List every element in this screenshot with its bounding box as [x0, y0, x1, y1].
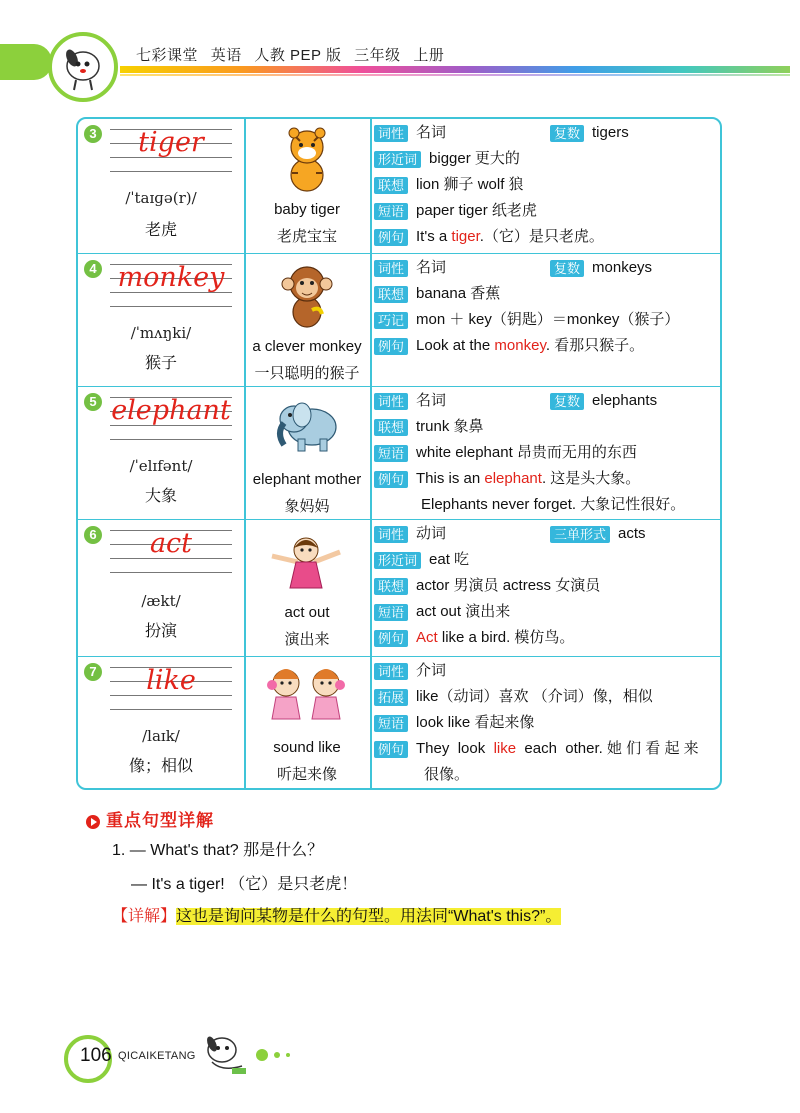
tag-label: 词性 — [374, 260, 408, 277]
example-text: They look — [416, 740, 494, 757]
vocab-row-monkey — [78, 253, 720, 386]
girl-acting-picture — [266, 534, 346, 590]
header-rainbow-underline — [120, 74, 790, 76]
tag-label: 例句 — [374, 471, 408, 488]
twin-girls-picture — [264, 663, 348, 727]
info-text: like（动词）喜欢 （介词）像，相似 — [416, 688, 653, 705]
meaning: 像；相似 — [128, 758, 193, 775]
tag-label: 短语 — [374, 715, 408, 732]
meaning: 老虎 — [144, 222, 177, 239]
headword: monkey — [117, 262, 225, 293]
example-text: like a bird. 模仿鸟。 — [437, 629, 575, 646]
info-text: elephants — [592, 392, 658, 409]
tag-label: 例句 — [374, 741, 408, 758]
entry-number: 6 — [84, 526, 102, 544]
elephant-picture — [272, 393, 342, 455]
example-text: .（它）是只老虎。 — [479, 228, 604, 245]
entry-number: 4 — [84, 260, 102, 278]
tag-label: 词性 — [374, 125, 408, 142]
tag-label: 联想 — [374, 286, 408, 303]
tag-label: 词性 — [374, 526, 408, 543]
phrase-en: act out — [284, 604, 330, 621]
tag-label: 词性 — [374, 663, 408, 680]
meaning: 猴子 — [144, 355, 177, 372]
phrase-cn: 听起来像 — [276, 766, 337, 783]
phrase-en: a clever monkey — [252, 338, 362, 355]
tag-label: 短语 — [374, 203, 408, 220]
footer-dot — [256, 1049, 268, 1061]
tag-label: 例句 — [374, 630, 408, 647]
phrase-cn: 象妈妈 — [284, 498, 330, 515]
footer-dot — [274, 1052, 280, 1058]
header-mascot-logo — [48, 32, 118, 102]
tag-label: 例句 — [374, 229, 408, 246]
answer-line: — It's a tiger! （它）是只老虎！ — [131, 876, 358, 893]
info-text: paper tiger 纸老虎 — [416, 202, 537, 219]
info-text: tigers — [592, 124, 629, 141]
phrase-cn: 演出来 — [284, 631, 330, 648]
monkey-picture — [274, 258, 340, 332]
info-text: 名词 — [416, 124, 447, 141]
detail-label: 【详解】 — [112, 908, 177, 925]
footer-mascot-icon — [196, 1030, 256, 1082]
info-text: act out 演出来 — [416, 603, 511, 620]
example-text: . 看那只猴子。 — [545, 337, 645, 354]
info-text: banana 香蕉 — [416, 285, 501, 302]
info-text: 名词 — [416, 259, 447, 276]
info-text: monkeys — [592, 259, 653, 276]
info-text: mon ＋ key（钥匙）＝monkey（猴子） — [416, 311, 680, 328]
detail-text: 这也是询问某物是什么的句型。用法同“What's this?”。 — [176, 908, 562, 925]
vocab-row-elephant — [78, 386, 720, 519]
phrase-en: elephant mother — [252, 471, 362, 488]
headword: act — [149, 528, 193, 559]
vocab-row-tiger — [78, 119, 720, 253]
tag-label: 联想 — [374, 578, 408, 595]
meaning: 大象 — [144, 488, 177, 505]
footer-brand: QICAIKETANG — [118, 1050, 196, 1062]
phonetic: /ˈelɪfənt/ — [129, 457, 193, 475]
vocab-row-like — [78, 656, 720, 790]
tag-label: 复数 — [550, 393, 584, 410]
tag-label: 巧记 — [374, 312, 408, 329]
example-text: Elephants never forget. 大象记性很好。 — [421, 496, 686, 513]
example-text: Look at the — [416, 337, 495, 354]
example-keyword: like — [493, 740, 517, 757]
footer-dot — [286, 1053, 290, 1057]
example-text: It's a — [416, 228, 452, 245]
phonetic: /ækt/ — [141, 592, 181, 610]
info-text: bigger 更大的 — [429, 150, 520, 167]
info-text: acts — [618, 525, 646, 542]
info-text: white elephant 昂贵而无用的东西 — [416, 444, 637, 461]
example-keyword: elephant — [484, 470, 542, 487]
vocab-row-act — [78, 519, 720, 656]
phrase-cn: 一只聪明的猴子 — [254, 365, 360, 382]
phrase-cn: 老虎宝宝 — [276, 228, 337, 245]
example-keyword: Act — [416, 629, 438, 646]
question-line: 1. — What's that? 那是什么？ — [112, 842, 324, 859]
example-text: 很像。 — [424, 766, 470, 783]
example-keyword: tiger — [451, 228, 480, 245]
tag-label: 短语 — [374, 604, 408, 621]
info-text: 名词 — [416, 392, 447, 409]
page-number: 106 — [80, 1045, 112, 1066]
info-text: look like 看起来像 — [416, 714, 535, 731]
header-green-band — [0, 44, 52, 80]
phrase-en: baby tiger — [274, 201, 340, 218]
info-text: 动词 — [416, 525, 447, 542]
play-bullet-icon — [86, 815, 100, 829]
example-keyword: monkey — [494, 337, 546, 354]
detail-note — [112, 903, 561, 926]
tag-label: 词性 — [374, 393, 408, 410]
example-text: . 这是头大象。 — [541, 470, 641, 487]
page-header — [0, 0, 800, 95]
entry-number: 3 — [84, 125, 102, 143]
tag-label: 例句 — [374, 338, 408, 355]
info-text: actor 男演员 actress 女演员 — [416, 577, 601, 594]
headword: like — [146, 665, 196, 696]
entry-number: 7 — [84, 663, 102, 681]
phonetic: /laɪk/ — [142, 727, 180, 745]
info-text: 介词 — [416, 662, 447, 679]
vocabulary-table — [76, 117, 722, 790]
section-title: 重点句型详解 — [86, 806, 214, 831]
tag-label: 复数 — [550, 260, 584, 277]
header-title: 七彩课堂 英语 人教 PEP 版 三年级 上册 — [136, 47, 445, 64]
example-text: each other. 她 们 看 起 来 — [516, 740, 699, 757]
tiger-picture — [274, 123, 340, 195]
entry-number: 5 — [84, 393, 102, 411]
headword: tiger — [138, 127, 204, 158]
meaning: 扮演 — [144, 623, 177, 640]
tag-label: 三单形式 — [550, 526, 610, 543]
tag-label: 联想 — [374, 177, 408, 194]
tag-label: 拓展 — [374, 689, 408, 706]
phonetic: /ˈmʌŋki/ — [130, 324, 192, 342]
tag-label: 形近词 — [374, 151, 421, 168]
tag-label: 短语 — [374, 445, 408, 462]
info-text: lion 狮子 wolf 狼 — [416, 176, 524, 193]
info-text: trunk 象鼻 — [416, 418, 484, 435]
tag-label: 形近词 — [374, 552, 421, 569]
header-rainbow-bar — [120, 66, 790, 73]
headword: elephant — [111, 395, 231, 426]
tag-label: 复数 — [550, 125, 584, 142]
phonetic: /ˈtaɪɡə(r)/ — [125, 189, 197, 207]
tag-label: 联想 — [374, 419, 408, 436]
example-text: This is an — [416, 470, 485, 487]
info-text: eat 吃 — [429, 551, 470, 568]
phrase-en: sound like — [273, 739, 341, 756]
